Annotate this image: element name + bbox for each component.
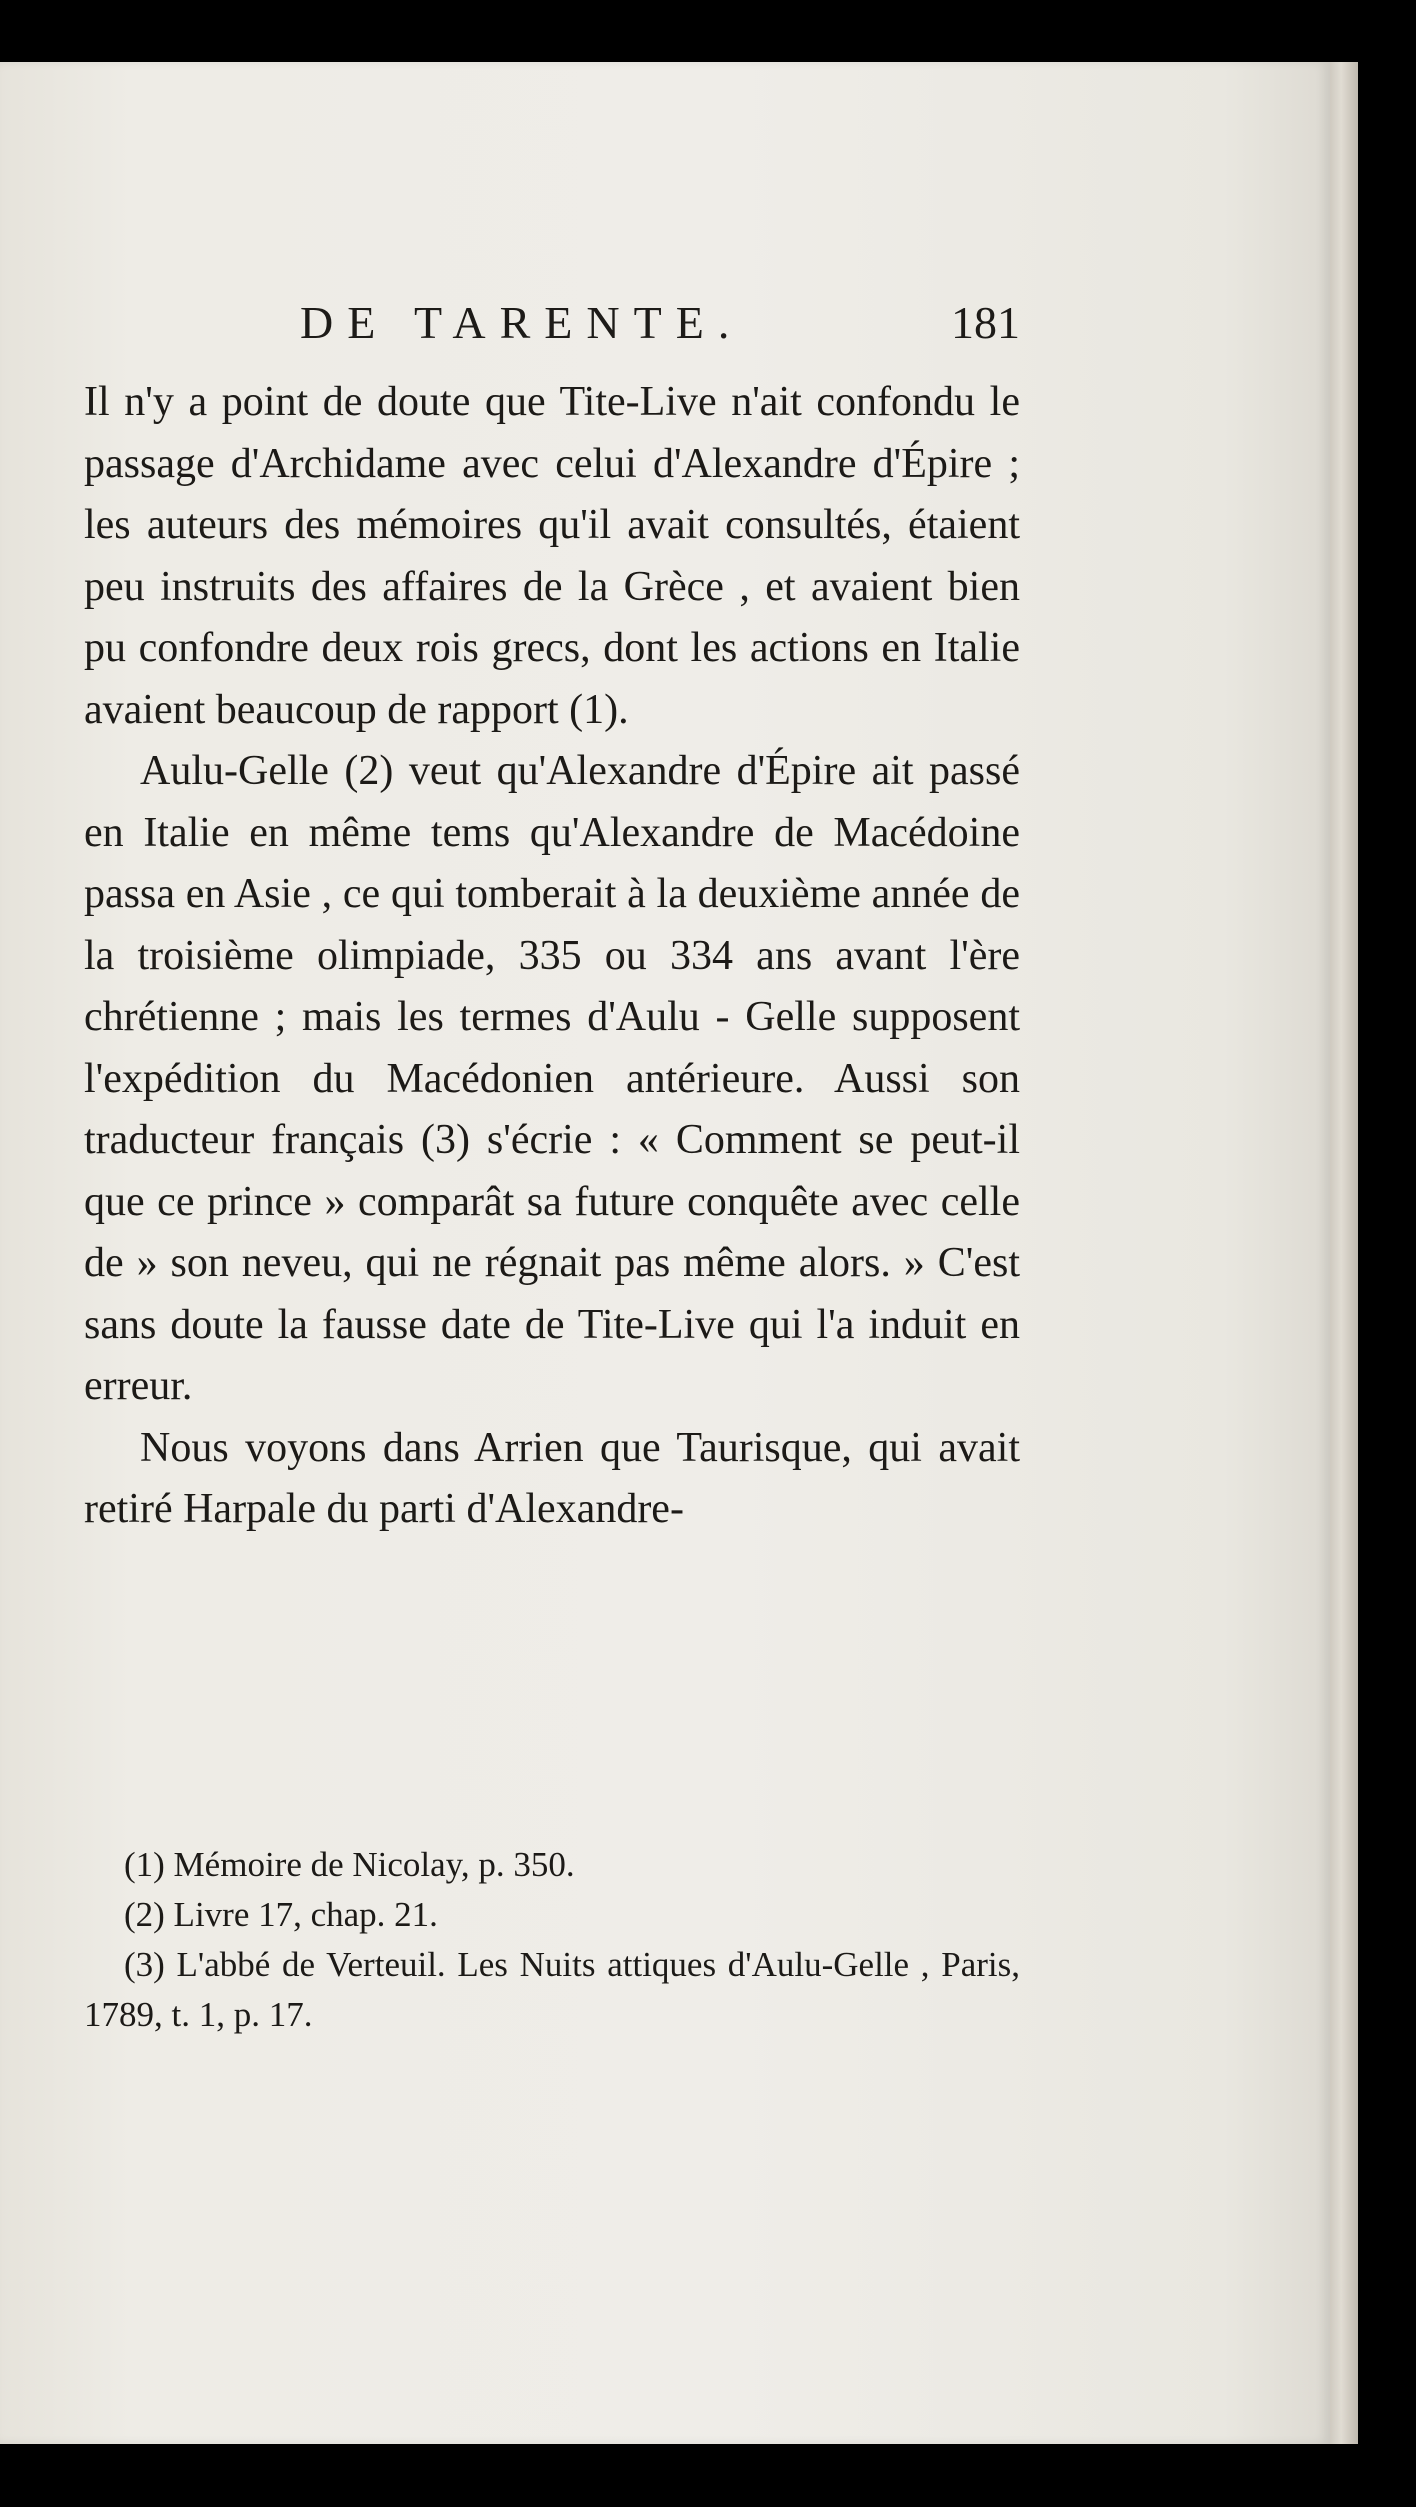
footnotes [84,1840,1020,2040]
body-text [84,372,1020,1541]
page-edge [1330,62,1358,2444]
page-header [300,296,1020,356]
footnote: (1) Mémoire de Nicolay, p. 350. [124,1845,575,1884]
paragraph: Il n'y a point de doute que Tite-Live n'ait confondu le passage d'Archidame avec celui d'Alexandre d'Épire ; les auteurs des mémoires qu'il avait consultés, étaient peu instruits des affaires de la Grèce , et avaient bien pu confondre deux rois grecs, dont les actions en Italie avaient beaucoup de rapport (1). [84,379,1020,733]
page-number: 181 [951,297,1020,348]
running-head: DE TARENTE. [300,297,744,348]
footnote: (3) L'abbé de Verteuil. Les Nuits attiques d'Aulu-Gelle , Paris, 1789, t. 1, p. 17. [84,1945,1020,2034]
paragraph: Aulu-Gelle (2) veut qu'Alexandre d'Épire ait passé en Italie en même tems qu'Alexandre de Macédoine passa en Asie , ce qui tomberait à la deuxième année de la troisième olimpiade, 335 ou 334 ans avant l'ère chrétienne ; mais les termes d'Aulu - Gelle supposent l'expédition du Macédonien antérieure. Aussi son traducteur français (3) s'écrie : « Comment se peut-il que ce prince » comparât sa future conquête avec celle de » son neveu, qui ne régnait pas même alors. » C'est sans doute la fausse date de Tite-Live qui l'a induit en erreur. [84,748,1020,1409]
footnote: (2) Livre 17, chap. 21. [124,1895,438,1934]
paragraph: Nous voyons dans Arrien que Taurisque, qui avait retiré Harpale du parti d'Alexandre- [84,1424,1020,1532]
